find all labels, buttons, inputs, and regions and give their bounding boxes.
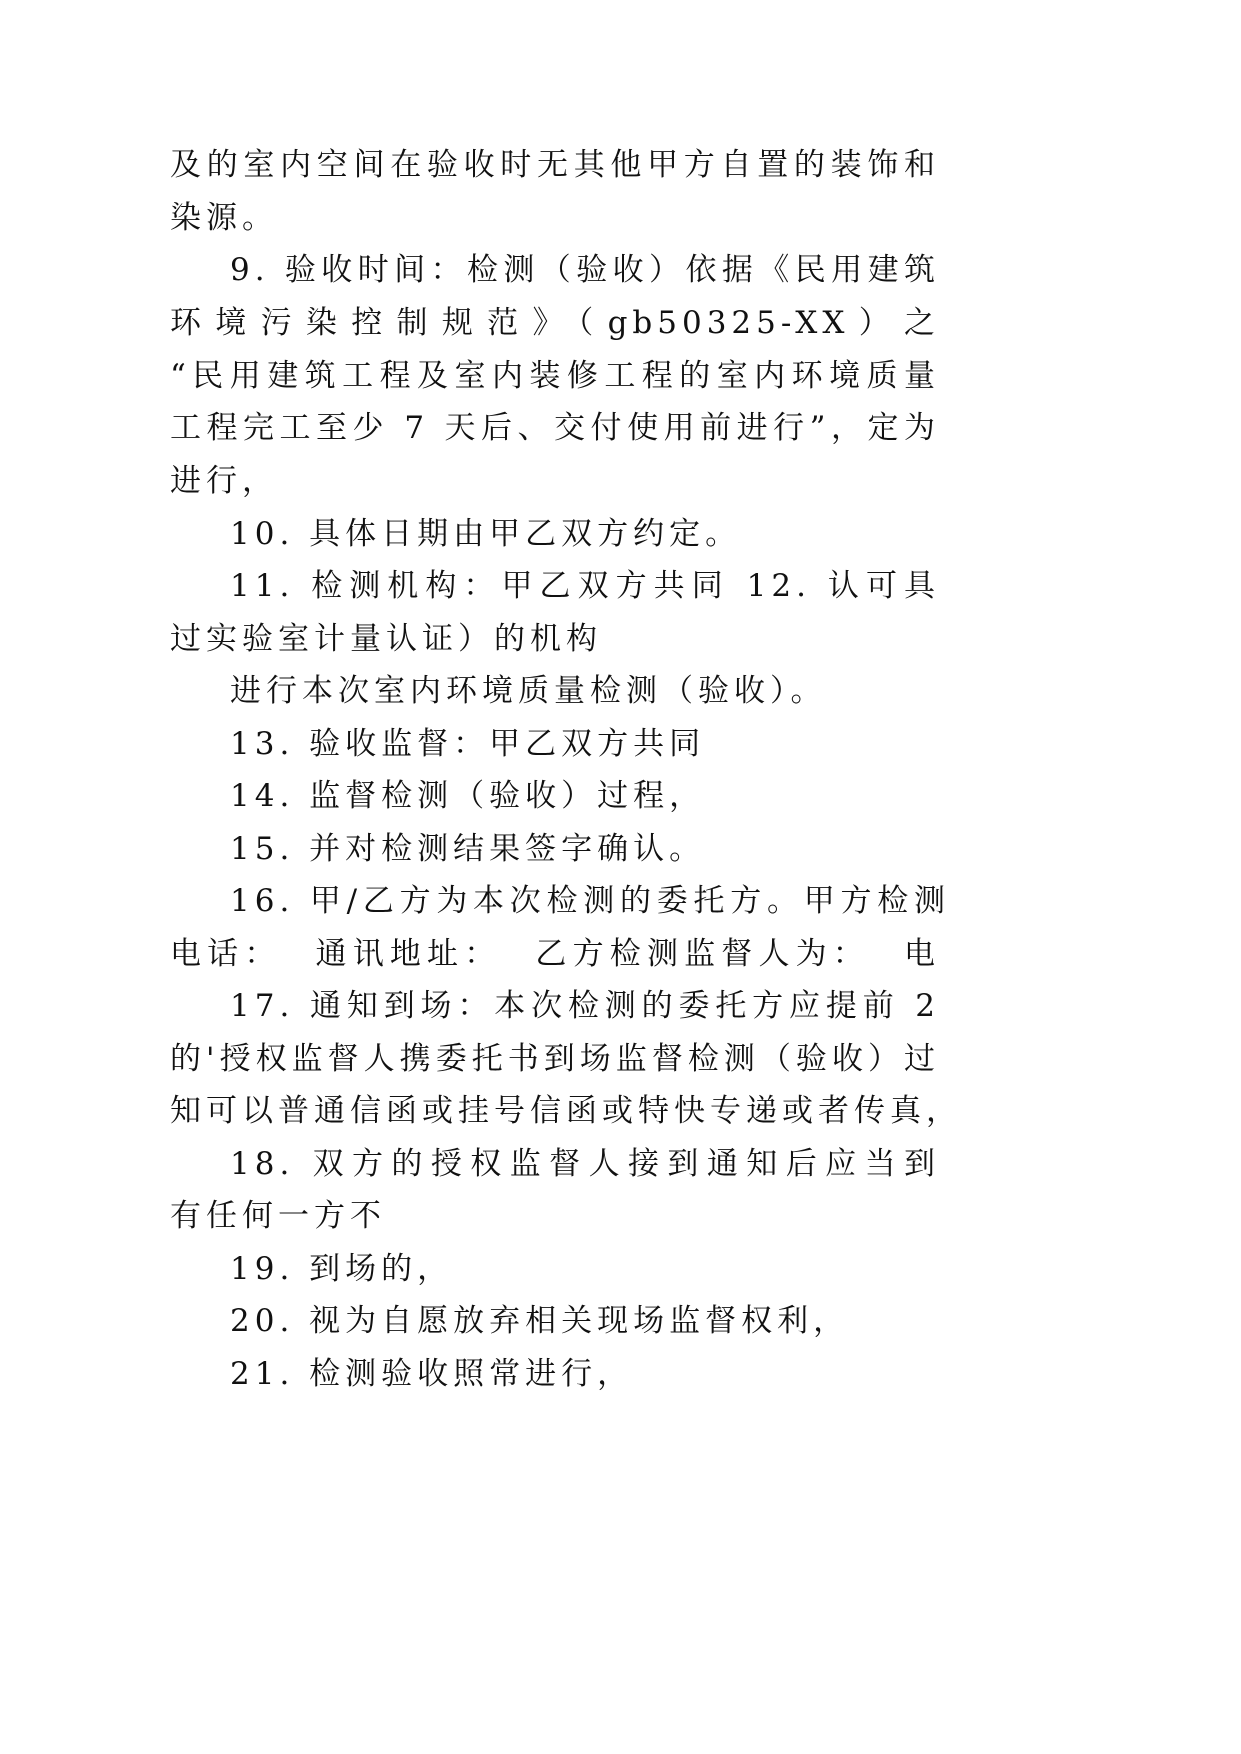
text-line: 过实验室计量认证）的机构 (170, 621, 602, 657)
text-line: 17. 通知到场：本次检测的委托方应提前 2 (230, 988, 940, 1024)
text-line: 15. 并对检测结果签字确认。 (230, 831, 706, 867)
text-line: 18. 双方的授权监督人接到通知后应当到 (230, 1146, 940, 1182)
text-line: 11. 检测机构：甲乙双方共同 12. 认可具 (230, 568, 940, 604)
text-line: 13. 验收监督：甲乙双方共同 (230, 726, 706, 762)
text-line: 环境污染控制规范》（gb50325-XX）之 (170, 305, 940, 341)
text-line: 19. 到场的， (230, 1251, 454, 1287)
text-line: 工程完工至少 7 天后、交付使用前进行”，定为 (170, 410, 940, 446)
text-line: 的'授权监督人携委托书到场监督检测（验收）过 (170, 1041, 940, 1077)
text-line: 染源。 (170, 200, 278, 236)
text-line: 14. 监督检测（验收）过程， (230, 778, 706, 814)
text-line: 10. 具体日期由甲乙双方约定。 (230, 516, 742, 552)
text-line: 及的室内空间在验收时无其他甲方自置的装饰和 (170, 147, 940, 183)
text-line: 9. 验收时间：检测（验收）依据《民用建筑 (230, 252, 940, 288)
text-line: 有任何一方不 (170, 1198, 386, 1234)
text-line: 电话： 通讯地址： 乙方检测监督人为： 电 (170, 936, 940, 972)
text-line: 16. 甲/乙方为本次检测的委托方。甲方检测 (230, 883, 950, 919)
text-line: 21. 检测验收照常进行， (230, 1356, 634, 1392)
text-line: 20. 视为自愿放弃相关现场监督权利， (230, 1303, 850, 1339)
text-line: 进行本次室内环境质量检测（验收）。 (230, 673, 827, 709)
text-line: “民用建筑工程及室内装修工程的室内环境质量 (170, 358, 940, 394)
text-line: 进行， (170, 463, 278, 499)
text-line: 知可以普通信函或挂号信函或特快专递或者传真， (170, 1093, 962, 1129)
